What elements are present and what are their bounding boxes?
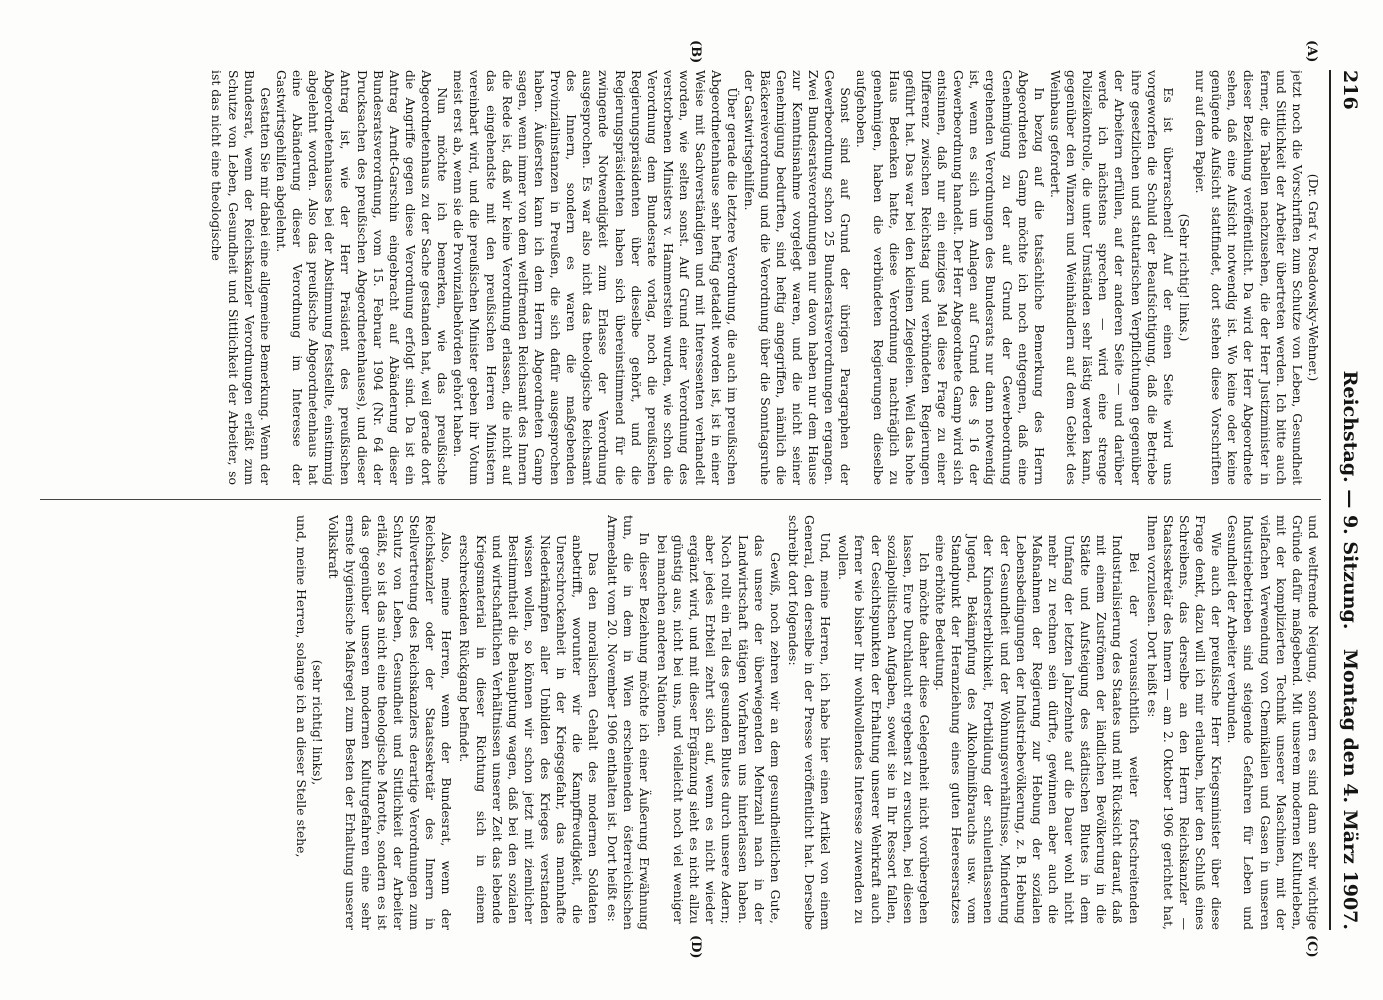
paragraph: Sonst sind auf Grund der übrigen Paragraphen der Gewerbeordnung schon 25 Bundesratsverordnungen ergangen. Zwei Bundesratsverordnungen nur davon haben nur dem Hause zur Kenntnisnahme vorgelegt waren, und die nicht seiner Genehmigung bedurften, sind heftig angegriffen, nämlich die Bäckereiverordnung und die Verordnung über die Sonntagsruhe der Gastwirtsgehilfen. (741, 70, 854, 485)
page-number: 216 (1339, 70, 1361, 110)
paragraph: und, meine Herren, solange ich an dieser Stelle stehe, (294, 515, 310, 858)
paragraph: In dieser Beziehung möchte ich einer Äußerung Erwähnung tun, die in dem in Wien erscheinenden österreichischen Armeeblatt vom 20. November 1906 enthalten ist. Dort heißt es: (604, 515, 652, 930)
column-divider (40, 499, 1321, 500)
block-quote (456, 515, 601, 930)
paragraph: Also, meine Herren, wenn der Bundesrat, wenn der Reichskanzler oder der Staatssekretär des Innern in Stellvertretung des Reichskanzlers derartige Verordnungen zum Schutz von Leben, Gesundheit und Sittlichkeit der Arbeiter erläßt, so ist das nicht eine theologische Marotte, sondern es ist das gegenüber unseren modernen Kulturgefahren eine sehr ernste hygienische Maßregel zum Besten der Erhaltung unserer Volkskraft (326, 515, 455, 930)
paragraph: Es ist überraschend! Auf der einen Seite wird uns vorgeworfen die Schuld der Beaufsichtigung, daß die Betriebe ihre gesetzlichen und statutarischen Verpflichtungen gegenüber der Arbeitern erfüllen, auf der anderen Seite — und darüber werde ich nächstens sprechen — wird eine strenge Polizeikontrolle, die unter Umständen sehr lästig werden kann, gegenüber den Winzern und Weinhändlern auf dem Gebiet des Weinbaus gefordert. (1048, 70, 1176, 485)
paragraph: In bezug auf die tatsächliche Bemerkung des Herrn Abgeordneten Gamp möchte ich noch entgegnen, daß eine Genehmigung zu der auf Grund der Gewerbeordnung ergehenden Verordnungen des Bundesrats nur dann notwendig ist, wenn es sich um Anlagen auf Grund des § 16 der Gewerbeordnung handelt. Der Herr Abgeordnete Gamp wird sich entsinnen, daß nur ein einziges Mal diese Frage zu einer Differenz zwischen Reichstag und verbündeten Regierungen geführt hat. Das war bei den kleinen Ziegeleien. Weil das hohe Haus Bedenken hatte, diese Verordnung nachträglich zu genehmigen, haben die verbündeten Regierungen dieselbe aufgehoben. (854, 70, 1047, 485)
margin-mark-a: (A) (1304, 40, 1319, 63)
paragraph: Über gerade die letztere Verordnung, die auch im preußischen Abgeordnetenhause sehr heftig getadelt worden ist, ist in einer Weise mit Sachverständigen und mit Interessenten verhandelt worden, wie selten sonst. Auf Grund einer Verordnung des verstorbenen Ministers v. Hammerstein wurden, wie schon die Verordnung dem Bundesrate vorlag, noch die preußischen Regierungspräsidenten über dieselbe gehört, und die Regierungspräsidenten haben sich übereinstimmend für die zwingende Notwendigkeit zum Erlasse der Verordnung ausgesprochen. Es war also nicht das theologische Reichsamt des Innern, sondern es waren die maßgebenden Provinzialinstanzen in Preußen, die sich dafür ausgesprochen haben. Äußersten kann ich dem Herrn Abgeordneten Gamp sagen, wenn immer von dem weltfremden Reichsamt des Innern die Rede ist, daß wir keine Verordnung erlassen, die nicht auf das eingehendste mit den preußischen Herren Ministern vereinbart wird, und die preußischen Minister geben ihr Votum meist erst ab, wenn sie die Provinzialbehörden gehört haben. (451, 70, 741, 485)
paragraph: Nun möchte ich bemerken, wie das preußische Abgeordnetenhaus zu der Sache gestanden hat, weil gerade dort die Angriffe gegen diese Verordnung erfolgt sind. Da ist ein Antrag Arndt-Garschin eingebracht auf Abänderung dieser Bundesratsverordnung, vom 15. Februar 1904 (Nr. 64 der Drucksachen des preußischen Abgeordnetenhauses), und dieser Antrag ist, wie der Herr Präsident des preußischen Abgeordnetenhauses bei der Abstimmung feststellte, einstimmig abgelehnt worden. Also das preußische Abgeordnetenhaus hat eine Abänderung dieser Verordnung im Interesse der Gastwirtsgehilfen abgelehnt. (274, 70, 451, 485)
left-column (40, 70, 1321, 485)
applause-note: (Sehr richtig! links.) (1177, 213, 1192, 342)
paragraph: und weltfremde Neigung, sondern es sind dann sehr wichtige Gründe dafür maßgebend. Mit unserem modernen Kulturleben, mit der komplizierten Technik unserer Maschinen, mit der vielfachen Verwendung von Chemikalien und Gasen in unseren Industriebetrieben sind steigende Gefahren für Leben und Gesundheit der Arbeiter verbunden. (1225, 515, 1321, 930)
block-quote (654, 515, 783, 930)
quote-paragraph: Gewiß, noch zehren wir an dem gesundheitlichen Gute, das unsere der überwiegenden Mehrzahl nach in der Landwirtschaft tätigen Vorfahren uns hinterlassen haben. Noch rollt ein Teil des gesunden Blutes durch unsere Adern; aber jedes Erbteil zehrt sich auf, wenn es nicht wieder ergänzt wird, und mit dieser Ergänzung sieht es nicht allzu günstig aus, nicht bei uns, und vielleicht noch viel weniger bei manchen anderen Nationen. (655, 534, 783, 924)
paragraph: Gestatten Sie mir dabei eine allgemeine Bemerkung. Wenn der Bundesrat, wenn der Reichskanzler Verordnungen erläßt zum Schutze von Leben, Gesundheit und Sittlichkeit der Arbeiter, so ist das nicht eine theologische (209, 70, 273, 485)
paragraph: Und, meine Herren, ich habe hier einen Artikel von einem General, den derselbe in der Presse veröffentlicht hat. Derselbe schreibt dort folgendes: (786, 515, 834, 930)
applause-note: (sehr richtig! links), (310, 659, 326, 786)
paragraph: Wie auch der preußische Herr Kriegsminister über diese Frage denkt, dazu will ich mir erlauben, hier den Schluß eines Schreibens, das derselbe an den Herrn Reichskanzler — Staatssekretär des Innern — am 2. Oktober 1906 gerichtet hat, Ihnen vorzulesen. Dort heißt es: (1144, 515, 1225, 930)
quote-paragraph: Bei der voraussichtlich weiter fortschreitenden Industrialisierung des Staates und mit Rücksicht darauf, daß mit einem Zuströmen der ländlichen Bevölkerung in die Städte und Aufsteigung des städtischen Blutes in dem Umfang der letzten Jahrzehnte auf die Dauer wohl nicht mehr zu rechnen sein dürfte, gewinnen aber auch die Maßnahmen der Regierung zur Hebung der sozialen Lebensbedingungen der Industriebevölkerung, z. B. Hebung der Gesundheit und der Wohnungsverhältnisse, Minderung der Kindersterblichkeit, Fortbildung der schulentlassenen Jugend, Bekämpfung des Alkoholmißbrauchs usw. vom Standpunkt der Heranziehung eines guten Heeresersatzes eine erhöhte Bedeutung. (933, 534, 1142, 924)
quote-paragraph: Das den moralischen Gehalt des modernen Soldaten anbetrifft, worunter wir die Kampffreudigkeit, die Unerschrockenheit in der Kriegsgefahr, das mannhafte Niederkämpfen aller Unbilden des Krieges verstanden wissen wollen, so können wir schon jetzt mit ziemlicher Bestimmtheit die Behauptung wagen, daß bei den sozialen und wirtschaftlichen Verhältnissen unserer Zeit das lebende Kriegsmaterial in dieser Richtung sich in einem erschreckenden Rückgang befindet. (457, 534, 602, 924)
right-column (40, 515, 1321, 930)
margin-mark-b: (B) (688, 40, 703, 64)
running-title: Reichstag. — 9. Sitzung. (1339, 370, 1361, 630)
block-quote (835, 515, 1141, 930)
margin-mark-c: (C) (1304, 935, 1319, 958)
running-head (1329, 70, 1365, 930)
speaker-label: (Dr. Graf v. Posadowsky-Wehner.) (1306, 173, 1321, 382)
running-date: Montag den 4. März 1907. (1339, 648, 1361, 930)
paragraph: jetzt noch die Vorschriften zum Schutze von Leben, Gesundheit und Sittlichkeit der Arbeiter übertreten werden. Ich bitte auch ferner, die Tabellen nachzusehen, die der Herr Justizminister in dieser Beziehung veröffentlicht. Da wird der Herr Abgeordnete sehen, daß eine Aufsicht notwendig ist. Wo keine oder keine genügende Aufsicht stattfindet, dort stehen diese Vorschriften nur auf dem Papier. (1193, 70, 1305, 485)
margin-mark-d: (D) (688, 935, 703, 959)
quote-paragraph: Ich möchte daher diese Gelegenheit nicht vorübergehen lassen, Eure Durchlaucht ergebenst zu ersuchen, bei diesen sozialpolitischen Aufgaben, soweit sie in Ihr Ressort fallen, der Gesichtspunkten der Erhaltung unserer Wehrkraft auch ferner wie bisher Ihr wohlwollendes Interesse zuwenden zu wollen. (836, 534, 932, 924)
